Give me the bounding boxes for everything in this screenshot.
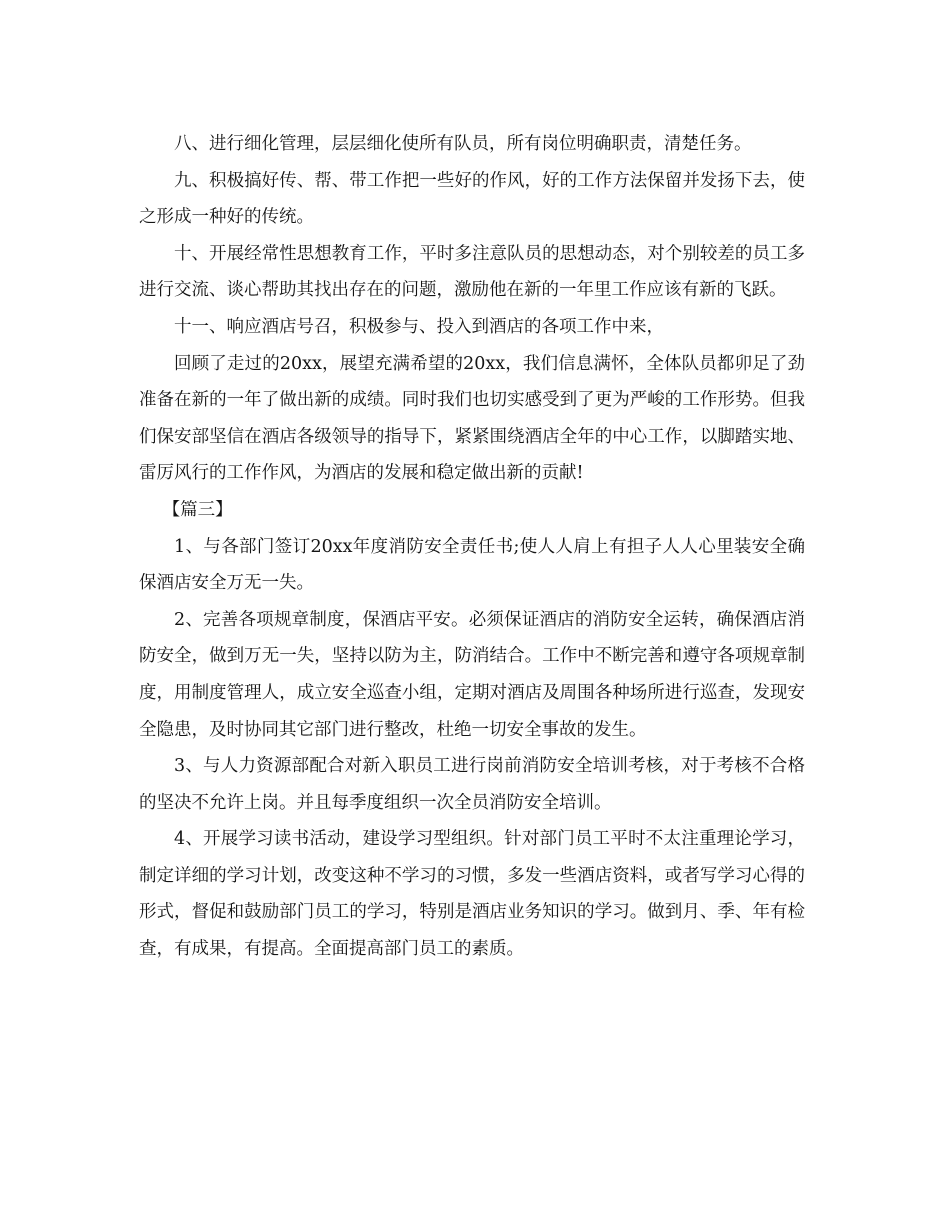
paragraph-point-4: 4、开展学习读书活动，建设学习型组织。针对部门员工平时不太注重理论学习，制定详细的学习计划，改变这种不学习的习惯，多发一些酒店资料，或者写学习心得的形式，督促和鼓励部门员工的学习，特别是酒店业务知识的学习。做到月、季、年有检查，有成果，有提高。全面提高部门员工的素质。 — [139, 829, 805, 960]
paragraph-item-8: 八、进行细化管理，层层细化使所有队员，所有岗位明确职责，清楚任务。 — [174, 134, 752, 154]
document-body — [139, 126, 805, 968]
paragraph-point-1: 1、与各部门签订20xx年度消防安全责任书;使人人肩上有担子人人心里装安全确保酒店安全万无一失。 — [139, 536, 805, 594]
paragraph-item-9: 九、积极搞好传、帮、带工作把一些好的作风，好的工作方法保留并发扬下去，使之形成一种好的传统。 — [139, 170, 805, 228]
paragraph-point-2: 2、完善各项规章制度，保酒店平安。必须保证酒店的消防安全运转，确保酒店消防安全，做到万无一失，坚持以防为主，防消结合。工作中不断完善和遵守各项规章制度，用制度管理人，成立安全巡查小组，定期对酒店及周围各种场所进行巡查，发现安全隐患，及时协同其它部门进行整改，杜绝一切安全事故的发生。 — [139, 609, 805, 740]
paragraph-item-10: 十、开展经常性思想教育工作，平时多注意队员的思想动态，对个别较差的员工多进行交流、谈心帮助其找出存在的问题，激励他在新的一年里工作应该有新的飞跃。 — [139, 243, 805, 301]
paragraph-point-3: 3、与人力资源部配合对新入职员工进行岗前消防安全培训考核，对于考核不合格的坚决不允许上岗。并且每季度组织一次全员消防安全培训。 — [139, 756, 805, 813]
paragraph-summary: 回顾了走过的20xx，展望充满希望的20xx，我们信息满怀，全体队员都卯足了劲准备在新的一年了做出新的成绩。同时我们也切实感受到了更为严峻的工作形势。但我们保安部坚信在酒店各级领导的指导下，紧紧围绕酒店全年的中心工作，以脚踏实地、雷厉风行的工作作风，为酒店的发展和稳定做出新的贡献! — [139, 353, 805, 484]
section-heading: 【篇三】 — [162, 499, 233, 520]
paragraph-item-11: 十一、响应酒店号召，积极参与、投入到酒店的各项工作中来， — [174, 316, 664, 337]
